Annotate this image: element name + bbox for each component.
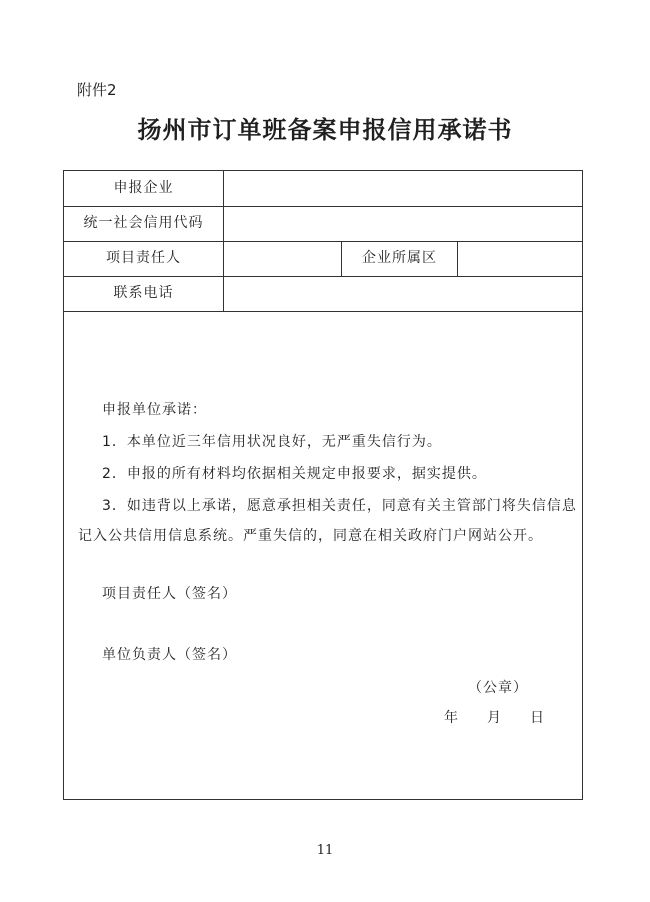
label-phone: 联系电话: [64, 276, 224, 311]
commitment-item-1: 1．本单位近三年信用状况良好，无严重失信行为。: [102, 434, 442, 450]
date-month: 月: [487, 710, 502, 726]
commitment-heading: 申报单位承诺：: [102, 402, 207, 418]
field-credit-code[interactable]: [224, 206, 582, 241]
field-company-district[interactable]: [458, 241, 582, 276]
commitment-section: [64, 311, 582, 799]
field-applicant-company[interactable]: [224, 171, 582, 206]
row-credit-code: [64, 206, 582, 242]
date-day: 日: [530, 710, 545, 726]
field-phone[interactable]: [224, 276, 582, 311]
page-title: 扬州市订单班备案申报信用承诺书: [137, 115, 513, 144]
label-project-leader: 项目责任人: [64, 241, 224, 276]
row-project-leader: [64, 241, 582, 277]
commitment-form: [63, 170, 583, 800]
label-company-district: 企业所属区: [342, 241, 458, 276]
attachment-label: 附件2: [77, 81, 117, 99]
commitment-item-3-line-2: 记入公共信用信息系统。严重失信的，同意在相关政府门户网站公开。: [78, 528, 543, 544]
commitment-item-3-line-1: 3．如违背以上承诺，愿意承担相关责任，同意有关主管部门将失信信息: [102, 498, 577, 514]
official-seal: （公章）: [468, 680, 528, 696]
date-line: [444, 707, 573, 727]
label-credit-code: 统一社会信用代码: [64, 206, 224, 241]
row-applicant-company: [64, 171, 582, 207]
label-applicant-company: 申报企业: [64, 171, 224, 206]
field-project-leader[interactable]: [224, 241, 342, 276]
commitment-item-2: 2．申报的所有材料均依据相关规定申报要求，据实提供。: [102, 466, 487, 482]
date-year: 年: [444, 710, 459, 726]
unit-leader-signature[interactable]: 单位负责人（签名）: [102, 647, 237, 663]
row-phone: [64, 276, 582, 312]
project-leader-signature[interactable]: 项目责任人（签名）: [102, 586, 237, 602]
page-number: 11: [316, 843, 334, 858]
